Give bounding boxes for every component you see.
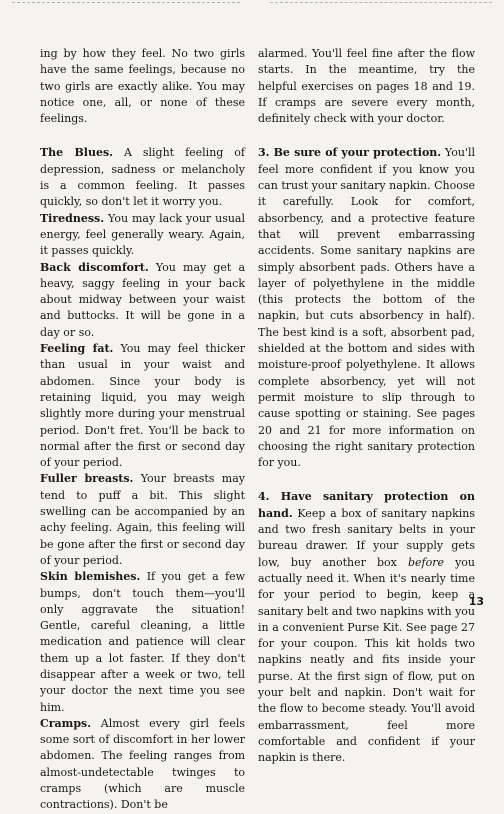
section-4-emphasis: before [407,555,444,569]
section-3-text: You'll feel more confident if you know you can trust your sanitary napkin. Choose it carefully. Look for comfort, absorbency, and a protective feature that will prevent embarrassing accidents. Some sanitary napkins are simply absorbent pads. Others have a layer of polyethylene in the middle (this protects the bottom of the napkin, but cuts absorbency in half). The best kind is a soft, absorbent pad, shielded at the bottom and sides with moisture-proof polyethylene. It allows complete absorbency, yet will not permit moisture to slip through to cause spotting or staining. See pages 20 and 21 for more information on choosing the right sanitary protection for you. [258,146,475,470]
item-text: If you get a few bumps, don't touch them—you'll only aggravate the situation! Gentle, careful cleaning, a little medication and patience will clear them up a lot faster. If they don't disappear after a week or two, tell your doctor the next time you see him. [40,570,245,714]
left-column [40,46,245,814]
item-feeling-fat [40,341,245,471]
item-the-blues [40,145,245,210]
section-3-heading: 3. Be sure of your protection. [258,146,442,160]
top-rule-right [270,2,492,3]
item-skin-blemishes [40,569,245,716]
section-4-heading: 4. Have sanitary protection on hand. [258,490,475,520]
page-number: 13 [468,595,484,608]
item-heading: Back discomfort. [40,260,149,274]
item-heading: Skin blemishes. [40,570,141,584]
right-column [258,46,475,766]
item-text: You may get a heavy, saggy feeling in your back about midway between your waist and buttocks. It will be gone in a day or so. [40,260,246,339]
item-text: You may lack your usual energy, feel generally weary. Again, it passes quickly. [40,211,245,258]
item-cramps [40,716,245,814]
top-rule-left [12,2,240,3]
section-4-text-after: you actually need it. When it's nearly time for your period to begin, keep a sanitary belt and two napkins with you in a convenient Purse Kit. See page 27 for your coupon. This kit holds two napkins neatly and fits inside your purse. At the first sign of flow, put on your belt and napkin. Don't wait for the flow to become steady. You'll avoid embarrassment, feel more comfortable and confident if your napkin is there. [258,555,476,765]
item-fuller-breasts [40,471,245,569]
item-text: Your breasts may tend to puff a bit. This slight swelling can be accompanied by an achy feeling. Again, this feeling will be gone after the first or second day of your period. [40,472,245,567]
right-intro-paragraph: alarmed. You'll feel fine after the flow starts. In the meantime, try the helpful exercises on pages 18 and 19. If cramps are severe every month, definitely check with your doctor. [258,47,475,126]
item-heading: Cramps. [40,716,92,730]
left-intro-paragraph: ing by how they feel. No two girls have the same feelings, because no two girls are exactly alike. You may notice one, all, or none of these feelings. [40,47,245,126]
item-heading: Fuller breasts. [40,472,134,486]
item-text: A slight feeling of depression, sadness or melancholy is a common feeling. It passes quickly, so don't let it worry you. [40,146,245,209]
item-text: You may feel thicker than usual in your waist and abdomen. Since your body is retaining liquid, you may weigh slightly more during your menstrual period. Don't fret. You'll be back to normal after the first or second day of your period. [40,342,245,470]
item-tiredness [40,211,245,260]
item-heading: Tiredness. [40,211,105,225]
section-3-paragraph [258,145,475,471]
item-heading: The Blues. [40,146,113,160]
section-4-text-before: Keep a box of sanitary napkins and two fresh sanitary belts in your bureau drawer. If your supply gets low, buy another box [258,506,475,569]
item-back-discomfort [40,260,245,341]
item-heading: Feeling fat. [40,342,114,356]
item-text: Almost every girl feels some sort of discomfort in her lower abdomen. The feeling ranges from almost-undetectable twinges to cramps (which are muscle contractions). Don't be [40,716,245,812]
